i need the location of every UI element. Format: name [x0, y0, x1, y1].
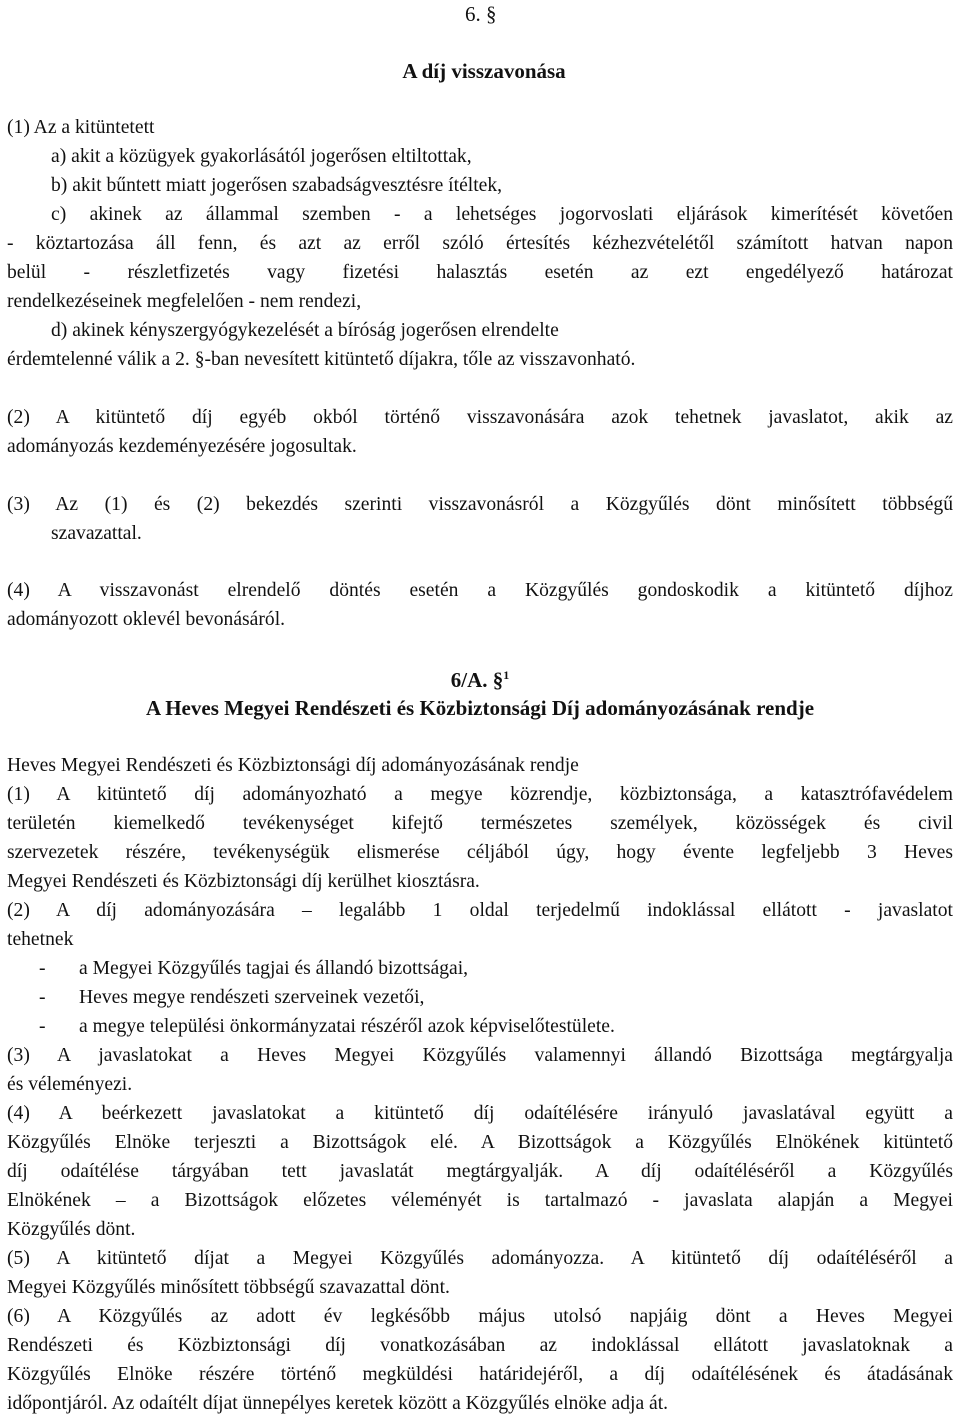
s6a-p4-line3: díj odaítélése tárgyában tett javaslatát megtárgyalják. A díj odaítéléséről a Közgyűlés: [7, 1161, 953, 1182]
p4-line2: adományozott oklevél bevonásáról.: [7, 609, 286, 630]
p1-item-c-line2: - köztartozása áll fenn, és azt az erről szóló értesítés kézhezvételétől számított hatvan napon: [7, 233, 953, 254]
s6a-p2-line2: tehetnek: [7, 929, 74, 950]
list-item: - a megye települési önkormányzatai részéről azok képviselőtestülete.: [39, 1016, 615, 1037]
p1-item-c-line3: belül - részletfizetés vagy fizetési halasztás esetén az ezt engedélyező határozat: [7, 262, 953, 283]
s6a-p6-line2: Rendészeti és Közbiztonsági díj vonatkozásában az indoklással ellátott javaslatoknak a: [7, 1335, 953, 1356]
section6-paragraph-3: [7, 490, 953, 548]
s6a-p6-line1: (6) A Közgyűlés az adott év legkésőbb május utolsó napjáig dönt a Heves Megyei: [7, 1306, 953, 1327]
p1-item-a: a) akit a közügyek gyakorlásától jogerősen eltiltottak,: [51, 146, 472, 167]
list-item: - Heves megye rendészeti szerveinek vezetői,: [39, 987, 425, 1008]
section6-paragraph-1: [7, 113, 953, 374]
lead-line: Heves Megyei Rendészeti és Közbiztonsági díj adományozásának rendje: [7, 755, 579, 776]
p3-line2: szavazattal.: [51, 523, 142, 544]
section-title: A díj visszavonása: [402, 59, 566, 83]
p1-item-c-line1: c) akinek az állammal szemben - a lehetséges jogorvoslati eljárások kimerítését követően: [51, 204, 953, 225]
s6a-p1-line3: szervezetek részére, tevékenységük elismerése céljából úgy, hogy évente legfeljebb 3 Heves: [7, 842, 953, 863]
p4-line1: (4) A visszavonást elrendelő döntés esetén a Közgyűlés gondoskodik a kitüntető díjhoz: [7, 580, 953, 601]
section-number: 6. §: [465, 2, 497, 26]
section6a-body: [7, 751, 953, 1418]
p2-line2: adományozás kezdeményezésére jogosultak.: [7, 436, 357, 457]
s6a-p1-line4: Megyei Rendészeti és Közbiztonsági díj kerülhet kiosztásra.: [7, 871, 480, 892]
s6a-p4-line5: Közgyűlés dönt.: [7, 1219, 136, 1240]
s6a-p6-line4: időpontjáról. Az odaítélt díjat ünnepélyes keretek között a Közgyűlés elnöke adja át.: [7, 1393, 669, 1414]
p1-intro: (1) Az a kitüntetett: [7, 117, 155, 138]
s6a-p3-line1: (3) A javaslatokat a Heves Megyei Közgyűlés valamennyi állandó Bizottsága megtárgyalja: [7, 1045, 953, 1066]
footnote-mark: 1: [503, 668, 510, 682]
p1-item-b: b) akit bűntett miatt jogerősen szabadságvesztésre ítéltek,: [51, 175, 503, 196]
subsection-number: 6/A. §$^1$: [450, 668, 510, 692]
s6a-p1-line1: (1) A kitüntető díj adományozható a megye közrendje, közbiztonsága, a katasztrófavédelem: [7, 784, 953, 805]
subsection-title: A Heves Megyei Rendészeti és Közbiztonsági Díj adományozásának rendje: [145, 696, 815, 720]
s6a-p4-line4: Elnökének – a Bizottságok előzetes véleményét is tartalmazó - javaslata alapján a Megyei: [7, 1190, 953, 1211]
section6-paragraph-4: [7, 576, 953, 634]
p2-line1: (2) A kitüntető díj egyéb okból történő visszavonására azok tehetnek javaslatot, akik az: [7, 407, 953, 428]
s6a-p5-line2: Megyei Közgyűlés minősített többségű szavazattal dönt.: [7, 1277, 450, 1298]
s6a-p4-line2: Közgyűlés Elnöke terjeszti a Bizottságok elé. A Bizottságok a Közgyűlés Elnökének kitüntető: [7, 1132, 953, 1153]
s6a-p2-line1: (2) A díj adományozására – legalább 1 oldal terjedelmű indoklással ellátott - javaslatot: [7, 900, 953, 921]
p1-item-d: d) akinek kényszergyógykezelését a bíróság jogerősen elrendelte: [51, 320, 559, 341]
p1-conclusion: érdemtelenné válik a 2. §-ban nevesített kitüntető díjakra, tőle az visszavonható.: [7, 349, 636, 370]
s6a-p6-line3: Közgyűlés Elnöke részére történő megküldési határidejéről, a díj odaítélésének és átadásának: [7, 1364, 953, 1385]
s6a-p5-line1: (5) A kitüntető díjat a Megyei Közgyűlés adományozza. A kitüntető díj odaítéléséről a: [7, 1248, 953, 1269]
s6a-p4-line1: (4) A beérkezett javaslatokat a kitüntető díj odaítélésére irányuló javaslatával együtt a: [7, 1103, 953, 1124]
p1-item-c-line4: rendelkezéseinek megfelelően - nem rendezi,: [7, 291, 362, 312]
s6a-p1-line2: területén kiemelkedő tevékenységet kifejtő természetes személyek, közösségek és civil: [7, 813, 953, 834]
s6a-p3-line2: és véleményezi.: [7, 1074, 133, 1095]
section6-paragraph-2: [7, 403, 953, 461]
list-item: - a Megyei Közgyűlés tagjai és állandó bizottságai,: [39, 958, 469, 979]
p3-line1: (3) Az (1) és (2) bekezdés szerinti visszavonásról a Közgyűlés dönt minősített többségű: [7, 494, 953, 515]
